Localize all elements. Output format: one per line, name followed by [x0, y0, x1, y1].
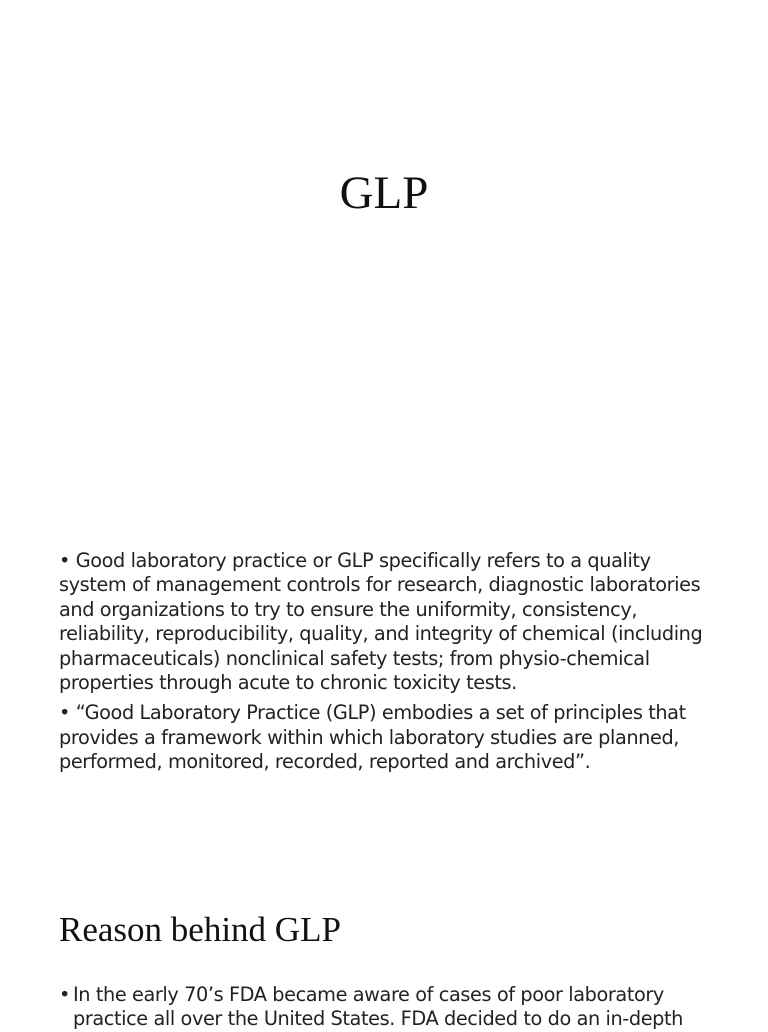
- bullet-icon: •: [59, 983, 70, 1006]
- list-item: [59, 983, 709, 1032]
- list-item-text: In the early 70’s FDA became aware of cases of poor laboratory practice all over the United States. FDA decided to do an in-depth: [73, 983, 683, 1031]
- definition-text-block: [59, 549, 719, 775]
- definition-paragraph-2: • “Good Laboratory Practice (GLP) embodies a set of principles that provides a framework within which laboratory studies are planned, performed, monitored, recorded, reported and archived”.: [59, 701, 686, 774]
- reason-list: [59, 983, 709, 1032]
- section-heading: Reason behind GLP: [59, 910, 341, 949]
- slide-title: GLP: [339, 167, 429, 219]
- definition-paragraph-1: • Good laboratory practice or GLP specifically refers to a quality system of management controls for research, diagnostic laboratories and organizations to try to ensure the uniformity, consistency, reliability, reproducibility, quality, and integrity of chemical (including pharmaceuticals) nonclinical safety tests; from physio-chemical properties through acute to chronic toxicity tests.: [59, 549, 703, 695]
